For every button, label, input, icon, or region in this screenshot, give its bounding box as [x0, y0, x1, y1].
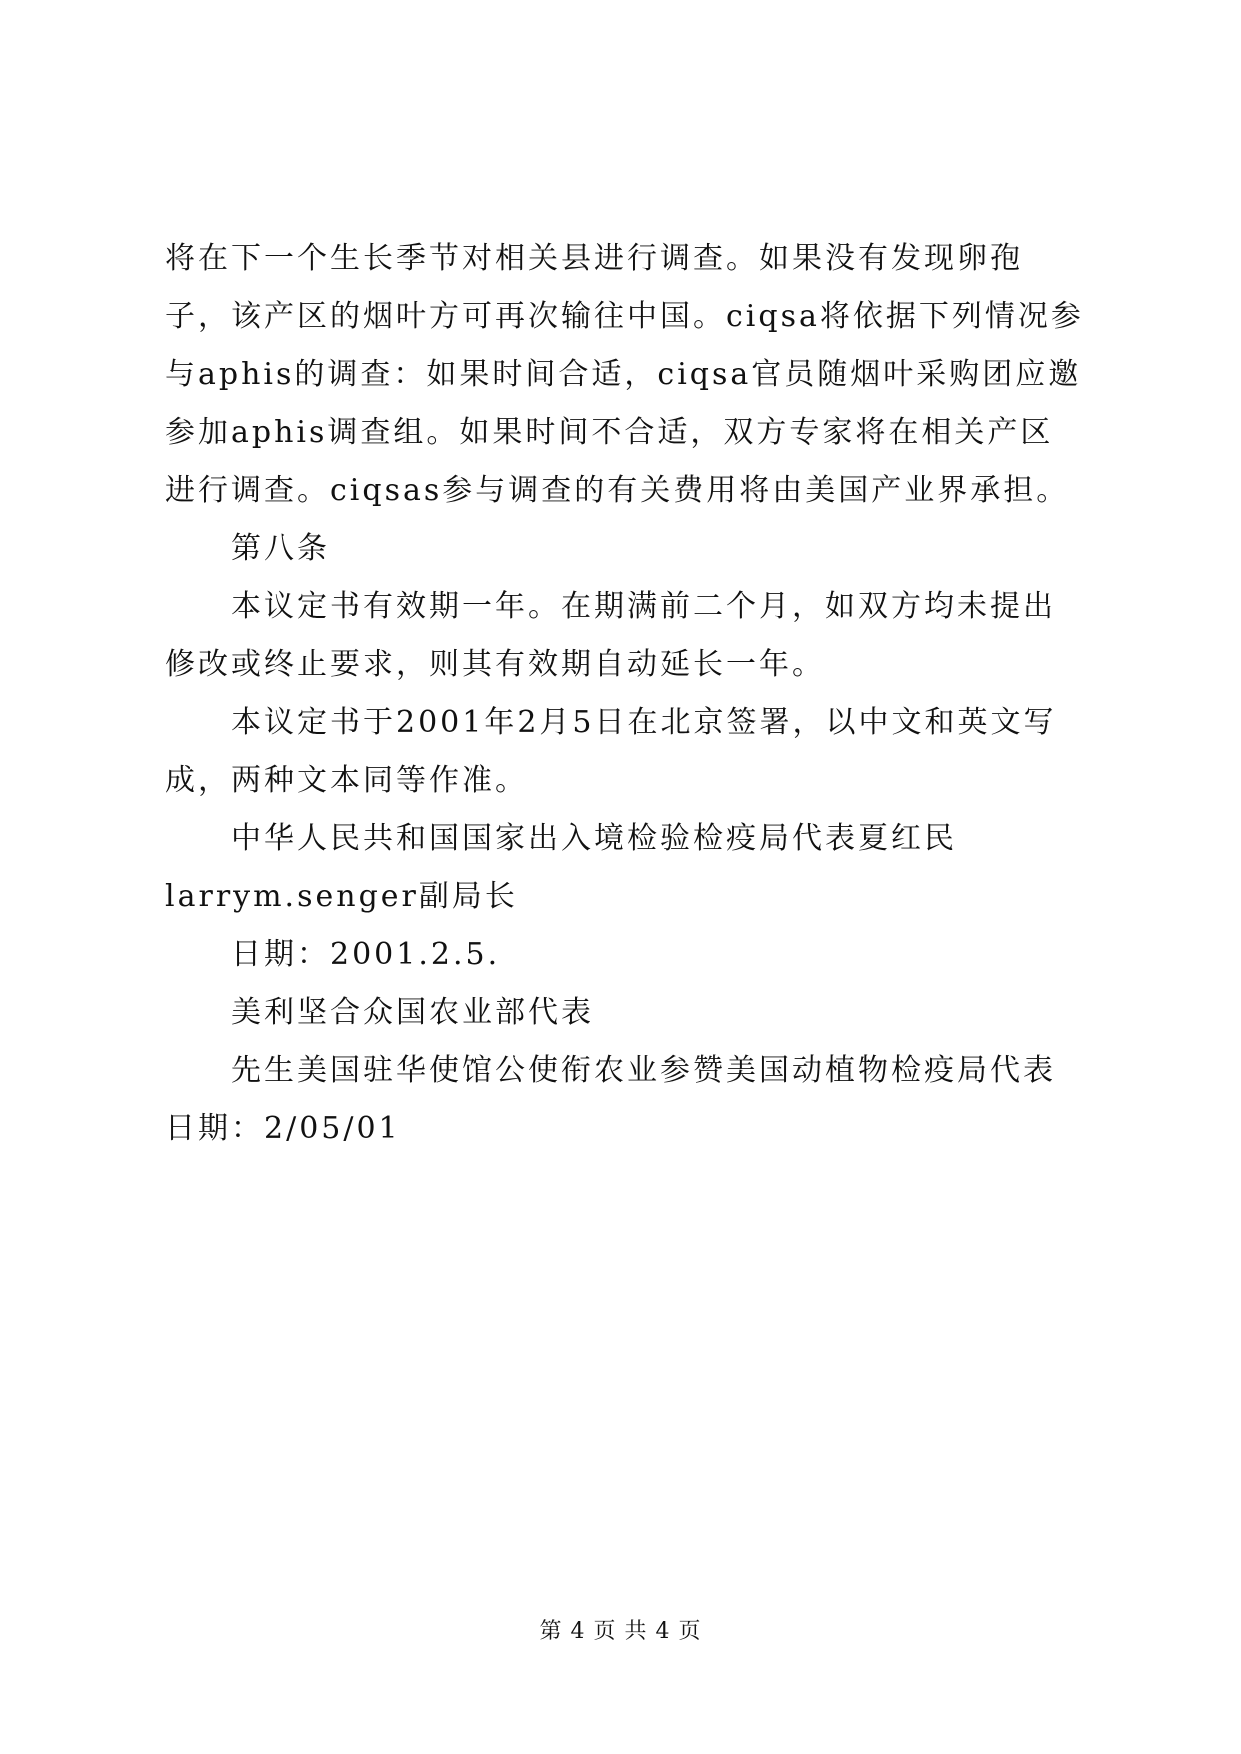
page-footer: 第 4 页 共 4 页: [539, 1619, 702, 1644]
article-heading: 第八条: [231, 531, 330, 566]
paragraph-china-date: 日期：2001.2.5.: [231, 937, 501, 972]
document-body: [165, 230, 1085, 1158]
paragraph-signing: 本议定书于2001年2月5日在北京签署，以中文和英文写成，两种文本同等作准。: [165, 705, 1057, 798]
paragraph-us-representative: 美利坚合众国农业部代表: [231, 995, 594, 1030]
paragraph-validity: 本议定书有效期一年。在期满前二个月，如双方均未提出修改或终止要求，则其有效期自动延长一年。: [165, 589, 1056, 682]
paragraph-survey-terms: 将在下一个生长季节对相关县进行调查。如果没有发现卵孢子，该产区的烟叶方可再次输往中国。ciqsa将依据下列情况参与aphis的调查：如果时间合适，ciqsa官员随烟叶采购团应邀参加aphis调查组。如果时间不合适，双方专家将在相关产区进行调查。ciqsas参与调查的有关费用将由美国产业界承担。: [165, 241, 1084, 508]
paragraph-us-signatory: 先生美国驻华使馆公使衔农业参赞美国动植物检疫局代表日期：2/05/01: [165, 1053, 1056, 1146]
paragraph-china-representative: 中华人民共和国国家出入境检验检疫局代表夏红民larrym.senger副局长: [165, 821, 957, 914]
